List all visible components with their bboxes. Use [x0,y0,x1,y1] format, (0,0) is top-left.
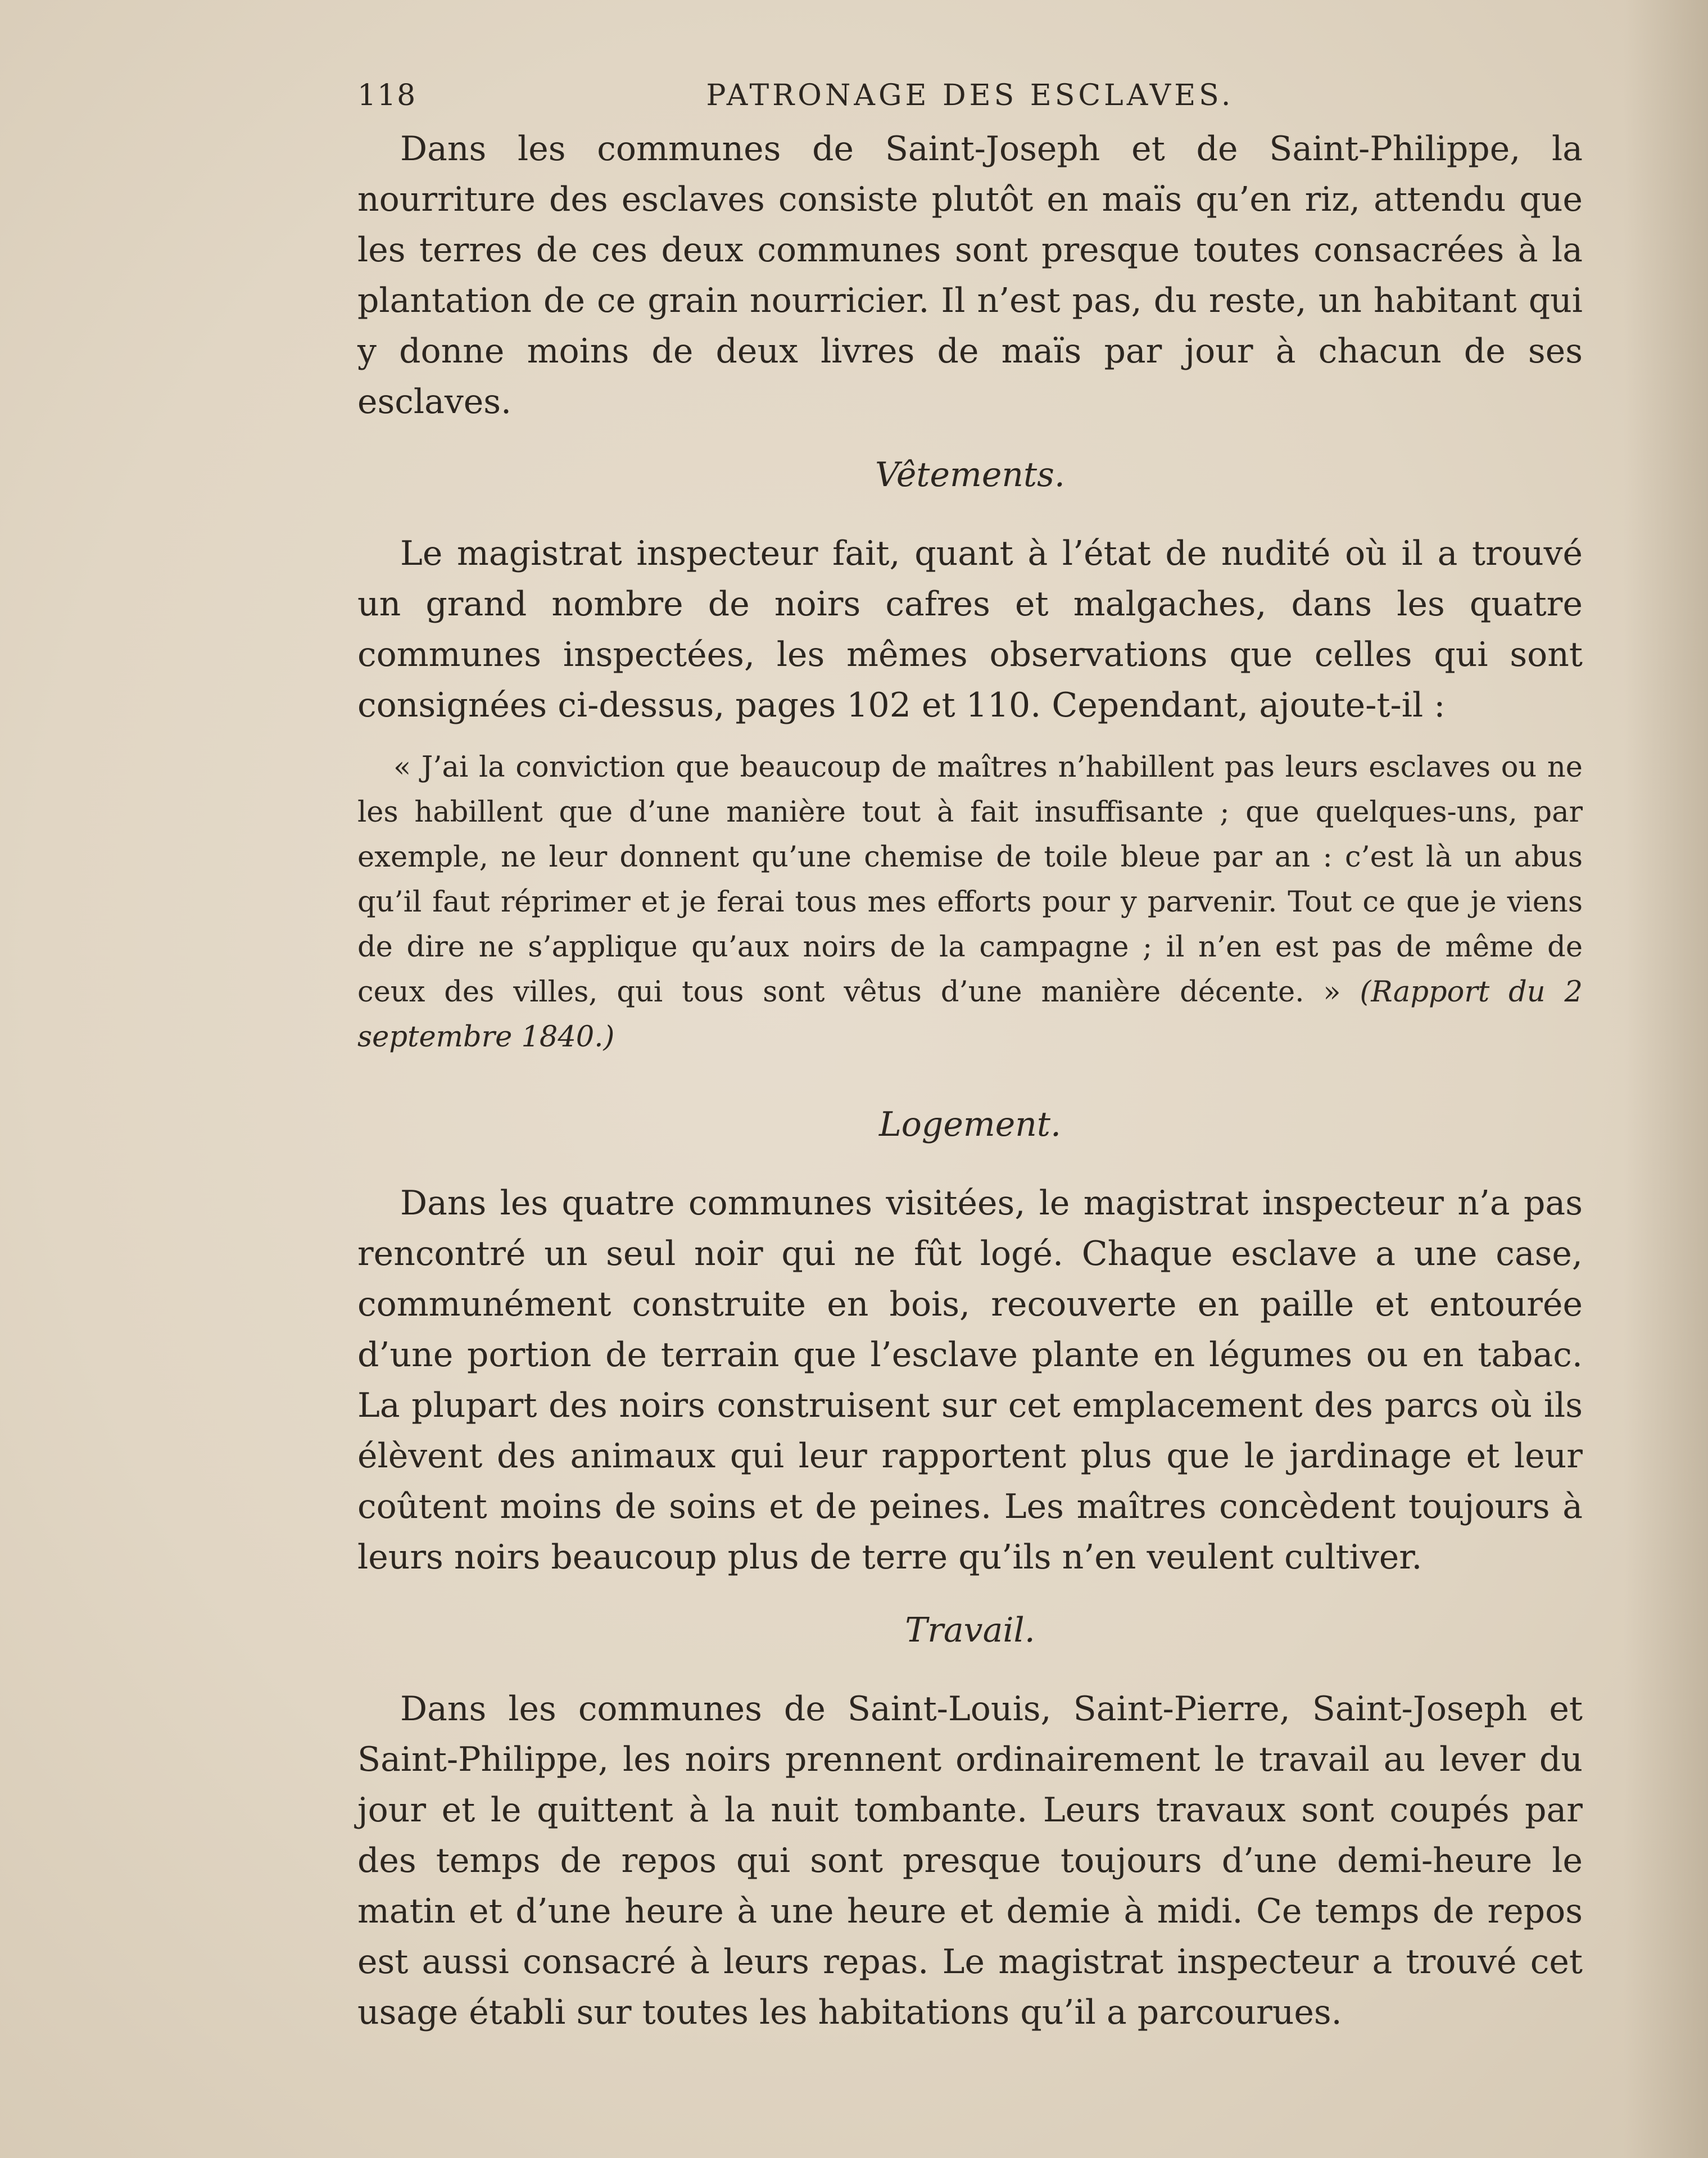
quotation-text: « J’ai la conviction que beaucoup de maîtres n’habillent pas leurs esclaves ou ne les habillent que d’une manière tout à fait insuffisante ; que quelques-uns, par exemple, ne leur donnent qu’une chemise de toile bleue par an : c’est là un abus qu’il faut réprimer et je ferai tous mes efforts pour y parvenir. Tout ce que je viens de dire ne s’applique qu’aux noirs de la campagne ; il n’en est pas de même de ceux des villes, qui tous sont vêtus d’une manière décente. » [357,751,1583,1009]
paragraph-vetements: Le magistrat inspecteur fait, quant à l’état de nudité où il a trouvé un grand nombre de noirs cafres et malgaches, dans les quatre communes inspectées, les mêmes observations que celles qui sont consignées ci-dessus, pages 102 et 110. Cependant, ajoute-t-il : [357,534,1583,725]
page-edge-shadow [1624,0,1708,2158]
section-heading-vetements: Vêtements. [875,455,1065,495]
quotation-rapport [357,745,1583,1060]
running-head [357,79,1583,124]
section-heading-logement: Logement. [878,1105,1062,1144]
paragraph-intro: Dans les communes de Saint-Joseph et de Saint-Philippe, la nourriture des esclaves consiste plutôt en maïs qu’en riz, attendu que les terres de ces deux communes sont presque toutes consacrées à la plantation de ce grain nourricier. Il n’est pas, du reste, un habitant qui y donne moins de deux livres de maïs par jour à chacun de ses esclaves. [357,129,1583,421]
paragraph-travail: Dans les communes de Saint-Louis, Saint-Pierre, Saint-Joseph et Saint-Philippe, les noirs prennent ordinairement le travail au lever du jour et le quittent à la nuit tombante. Leurs travaux sont coupés par des temps de repos qui sont presque toujours d’une demi-heure le matin et d’une heure à une heure et demie à midi. Ce temps de repos est aussi consacré à leurs repas. Le magistrat inspecteur a trouvé cet usage établi sur toutes les habitations qu’il a parcourues. [357,1689,1583,2032]
page-number: 118 [357,79,417,112]
paragraph-logement: Dans les quatre communes visitées, le magistrat inspecteur n’a pas rencontré un seul noir qui ne fût logé. Chaque esclave a une case, communément construite en bois, recouverte en paille et entourée d’une portion de terrain que l’esclave plante en légumes ou en tabac. La plupart des noirs construisent sur cet emplacement des parcs où ils élèvent des animaux qui leur rapportent plus que le jardinage et leur coûtent moins de soins et de peines. Les maîtres concèdent toujours à leurs noirs beaucoup plus de terre qu’ils n’en veulent cultiver. [357,1184,1583,1577]
running-title: PATRONAGE DES ESCLAVES. [706,79,1234,112]
section-heading-travail: Travail. [905,1611,1035,1650]
text-block [357,79,1583,2038]
quotation-citation: (Rapport du 2 septembre 1840.) [357,976,1583,1054]
